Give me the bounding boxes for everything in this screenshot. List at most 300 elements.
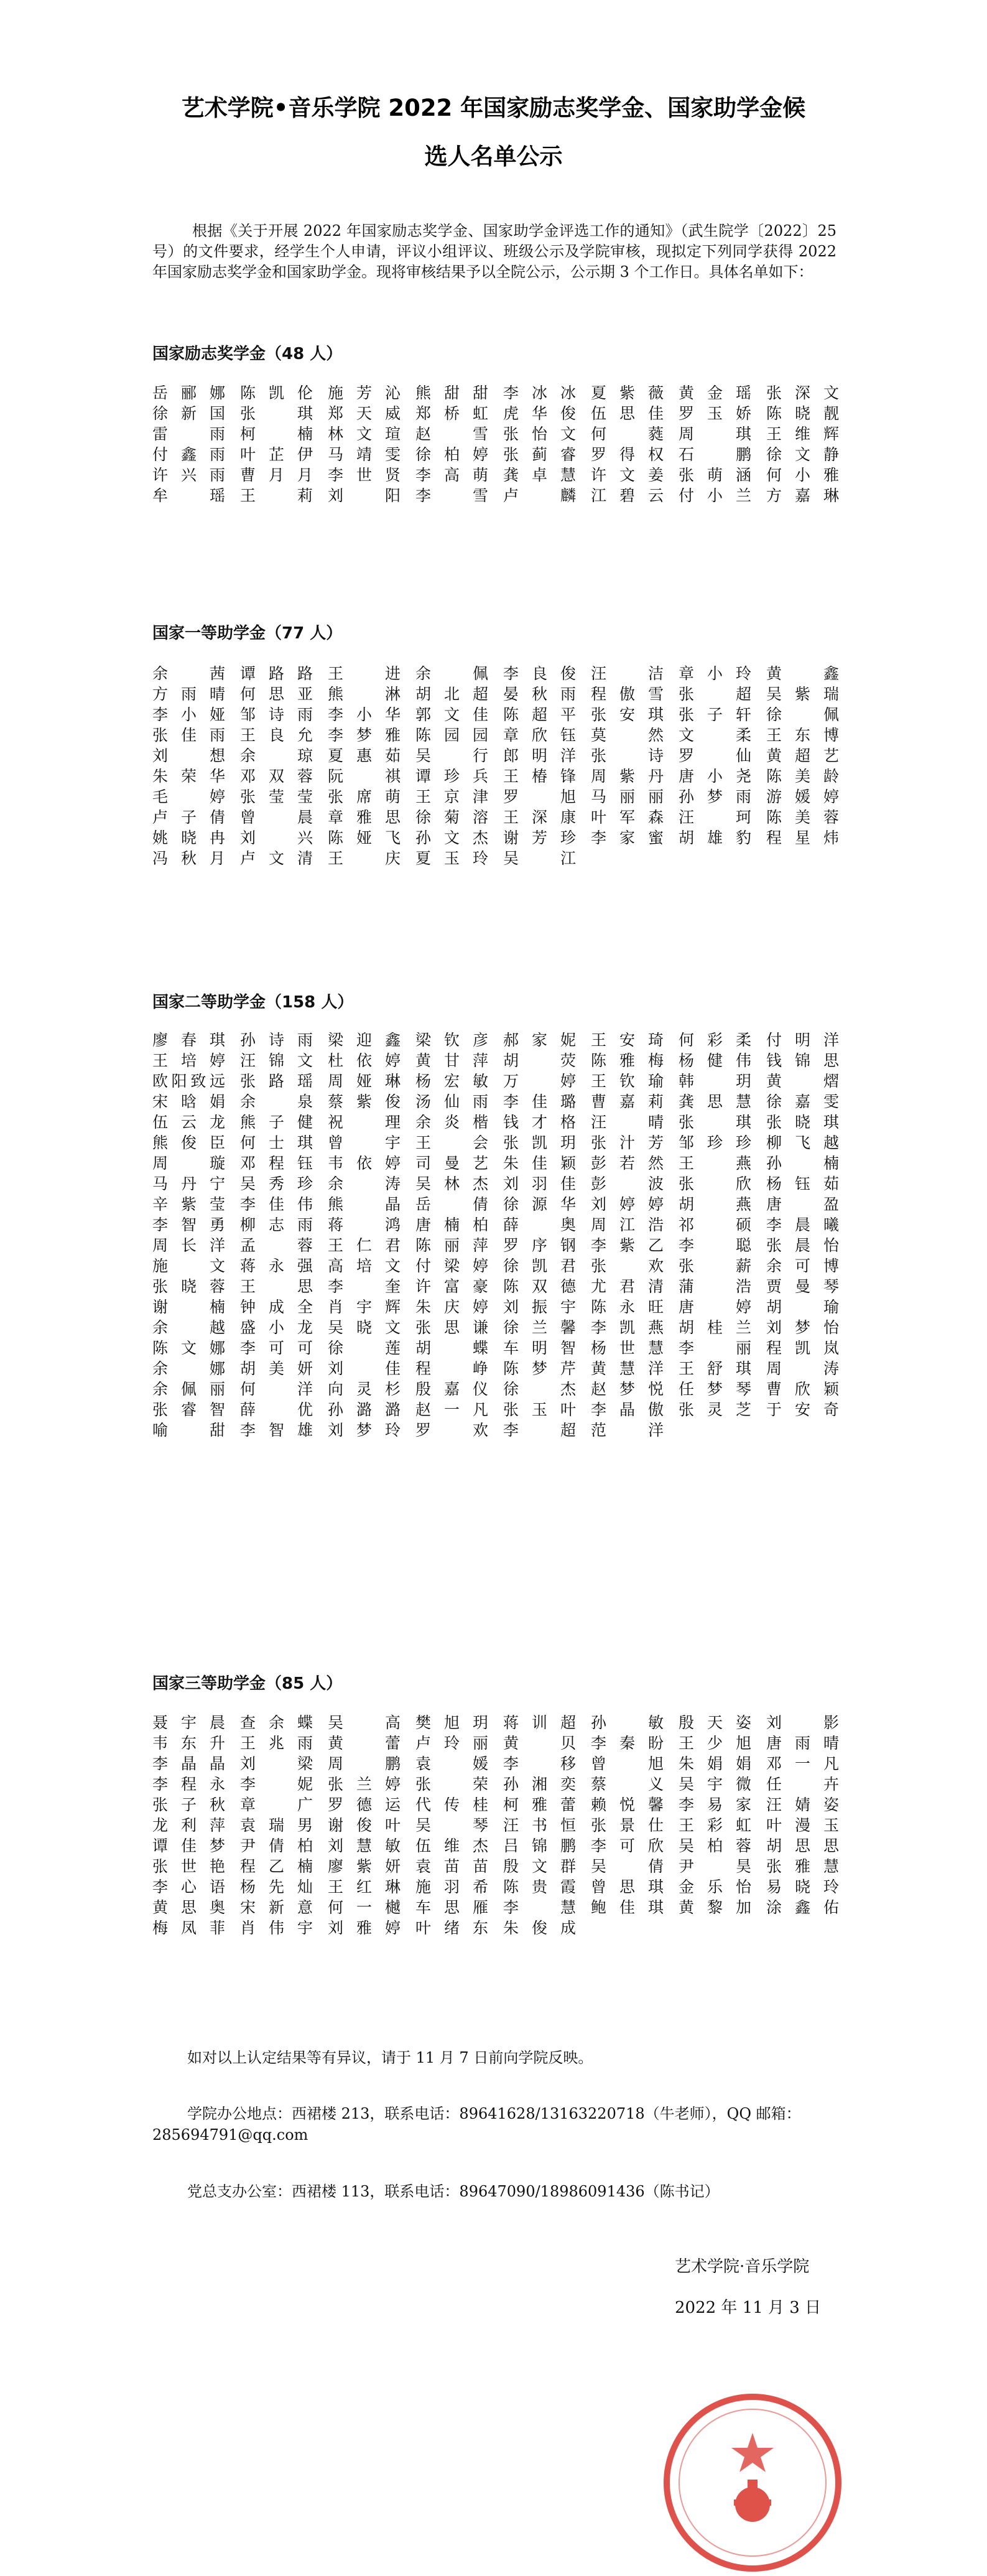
student-name: 余佩丽 — [152, 1380, 225, 1398]
student-name: 王安琦 — [591, 1031, 664, 1049]
student-name: 徐 杰 — [503, 1380, 576, 1398]
student-name: 熊子健 — [240, 1113, 313, 1131]
student-name: 彭若然 — [591, 1154, 664, 1172]
student-name: 何一樾 — [328, 1898, 401, 1916]
student-name: 殷文群 — [503, 1857, 576, 1875]
name-row — [152, 1215, 855, 1235]
student-name: 程星炜 — [766, 829, 839, 847]
student-name: 林文瑄 — [328, 425, 401, 443]
student-name: 叶军森 — [591, 808, 664, 826]
student-name: 李程永 — [152, 1775, 225, 1793]
student-name: 黄思奥 — [152, 1898, 225, 1916]
student-name: 宋新意 — [240, 1898, 313, 1916]
page-title-line-1: 艺术学院•音乐学院 2022 年国家励志奖学金、国家助学金候 — [181, 95, 806, 121]
student-name: 熊俊臣 — [152, 1134, 225, 1152]
student-name: 晏秋雨 — [503, 685, 576, 703]
student-name: 李智雄 — [240, 1421, 313, 1439]
student-name: 唐 盈 — [766, 1195, 839, 1213]
student-name: 程乙楠 — [240, 1857, 313, 1875]
student-name: 李 雪 — [415, 487, 488, 505]
student-name: 程凯岚 — [766, 1339, 839, 1357]
name-row — [152, 807, 855, 828]
section-heading-second-class: 国家二等助学金（158 人） — [152, 993, 354, 1012]
student-name: 李易家 — [679, 1796, 751, 1814]
student-name: 郑天威 — [328, 404, 401, 422]
student-name: 唐 婷 — [679, 1298, 751, 1316]
student-name: 吴 江 — [503, 849, 576, 867]
student-name — [591, 848, 679, 869]
student-name: 李 奎 — [328, 1277, 401, 1295]
student-name: 何士琪 — [240, 1134, 313, 1152]
student-name: 余 佩 — [415, 665, 488, 683]
name-row — [152, 1256, 855, 1276]
student-name: 胡桂兰 — [679, 1318, 751, 1337]
student-name: 张晨怡 — [766, 1236, 839, 1254]
student-name: 余 琼 — [240, 747, 313, 765]
name-row — [152, 1235, 855, 1256]
student-name: 罗 欢 — [415, 1421, 488, 1439]
student-name: 张思谦 — [415, 1318, 488, 1337]
student-name: 杨先灿 — [240, 1878, 313, 1896]
student-name: 谢俊叶 — [328, 1816, 401, 1834]
student-name: 程傲雪 — [591, 685, 664, 703]
student-name: 盛小龙 — [240, 1318, 313, 1337]
student-name: 罗 仙 — [679, 747, 751, 765]
student-name: 张世艳 — [152, 1857, 225, 1875]
student-name: 李心语 — [152, 1878, 225, 1896]
student-name: 张睿智 — [152, 1401, 225, 1419]
student-name: 孙潞潞 — [328, 1401, 401, 1419]
student-name: 刘羽佳 — [503, 1175, 576, 1193]
student-name: 张灵芝 — [679, 1401, 751, 1419]
student-name: 汪 晴 — [591, 1113, 664, 1131]
student-name — [679, 848, 766, 869]
student-name: 郑桥虹 — [415, 404, 488, 422]
student-name: 余 茜 — [152, 665, 225, 683]
student-name: 孙湘奕 — [503, 1775, 576, 1793]
student-name: 廖春琪 — [152, 1031, 225, 1049]
student-name: 谭佳梦 — [152, 1837, 225, 1855]
student-name: 卢玲丽 — [415, 1734, 488, 1752]
student-name: 吴 琴 — [415, 1816, 488, 1834]
student-name: 程 峥 — [415, 1360, 488, 1378]
student-name: 彭 波 — [591, 1175, 664, 1193]
student-name: 王维辉 — [766, 425, 839, 443]
student-name: 叶芷伊 — [240, 446, 313, 464]
student-name: 周江浩 — [591, 1216, 664, 1234]
student-name: 方嘉琳 — [766, 487, 839, 505]
student-name: 王良允 — [240, 726, 313, 744]
student-name: 游媛婷 — [766, 788, 839, 806]
student-name: 肖宇辉 — [328, 1298, 401, 1316]
student-name: 薛 奥 — [503, 1216, 576, 1234]
student-name: 吴晓文 — [328, 1318, 401, 1337]
student-name: 吴宇微 — [679, 1775, 751, 1793]
name-row — [152, 766, 855, 786]
student-name: 周娅琳 — [328, 1072, 401, 1090]
student-name: 唐楠柏 — [415, 1216, 488, 1234]
student-name: 王 思 — [240, 1277, 313, 1295]
student-name: 张晓琪 — [766, 1113, 839, 1131]
name-row — [152, 1050, 855, 1071]
student-name: 胡思思 — [766, 1837, 839, 1855]
page-title-line-2: 选人名单公示 — [424, 143, 563, 170]
student-name: 徐新国 — [152, 404, 225, 422]
student-name: 叶绪东 — [415, 1919, 488, 1937]
name-row — [152, 828, 855, 848]
student-name: 陈雅梅 — [591, 1052, 664, 1070]
student-name: 张 琪 — [240, 404, 313, 422]
student-name: 杨宏敏 — [415, 1072, 488, 1090]
student-name: 李秦盼 — [591, 1734, 664, 1752]
student-name: 蒋 鸿 — [328, 1216, 401, 1234]
student-name: 何小雅 — [766, 466, 839, 484]
student-name: 李晶晶 — [152, 1755, 225, 1773]
name-row — [152, 684, 855, 704]
student-name: 李小华 — [328, 706, 401, 724]
name-row — [152, 1836, 855, 1856]
student-name: 虎华俊 — [503, 404, 576, 422]
student-name: 刘雅婷 — [328, 1919, 401, 1937]
student-name: 袁 媛 — [415, 1755, 488, 1773]
student-name — [679, 1420, 766, 1440]
student-name: 熊 晶 — [328, 1195, 401, 1213]
student-name: 李梦雅 — [328, 726, 401, 744]
student-name: 张怡文 — [503, 425, 576, 443]
student-name: 李 超 — [503, 1421, 576, 1439]
student-name: 熊甜甜 — [415, 384, 488, 402]
student-name: 刘慧敏 — [328, 1837, 401, 1855]
student-name: 黄黎加 — [679, 1898, 751, 1916]
student-name: 冯秋月 — [152, 849, 225, 867]
student-name: 蔡紫俊 — [328, 1093, 401, 1111]
student-name: 韦依婷 — [328, 1154, 401, 1172]
student-name: 余 泉 — [240, 1093, 313, 1111]
student-name: 张 超 — [679, 685, 751, 703]
student-name: 汪书恒 — [503, 1816, 576, 1834]
student-name: 孙文杰 — [415, 829, 488, 847]
student-name: 尤君清 — [591, 1277, 664, 1295]
name-row — [152, 465, 855, 485]
student-name: 张雅慧 — [766, 1857, 839, 1875]
student-name: 梁迎鑫 — [328, 1031, 401, 1049]
student-name: 王钦瑜 — [591, 1072, 664, 1090]
student-name: 江碧云 — [591, 487, 664, 505]
student-name: 叶漫玉 — [766, 1816, 839, 1834]
name-row — [152, 1338, 855, 1358]
student-name: 张 琪 — [679, 1113, 751, 1131]
student-name: 王东博 — [766, 726, 839, 744]
student-name: 陈双德 — [503, 1277, 576, 1295]
student-name: 张深文 — [766, 384, 839, 402]
student-name: 万 婷 — [503, 1072, 576, 1090]
student-name: 岳郦娜 — [152, 384, 225, 402]
student-name: 龙利萍 — [152, 1816, 225, 1834]
student-name: 王舒琪 — [679, 1360, 751, 1378]
student-name: 伍维杰 — [415, 1837, 488, 1855]
name-row — [152, 1379, 855, 1399]
student-name: 邹诗雨 — [240, 706, 313, 724]
name-row — [152, 1712, 855, 1733]
name-row — [152, 1153, 855, 1174]
student-name: 黄 熠 — [766, 1072, 839, 1090]
name-row — [152, 1194, 855, 1215]
name-row — [152, 745, 855, 766]
student-name: 赵梦悦 — [591, 1380, 664, 1398]
student-name: 袁苗苗 — [415, 1857, 488, 1875]
student-name: 于安奇 — [766, 1401, 839, 1419]
name-row — [152, 1918, 855, 1938]
student-name: 徐源华 — [503, 1195, 576, 1213]
student-name: 徐凯君 — [503, 1257, 576, 1275]
student-name: 蒲 浩 — [679, 1277, 751, 1295]
name-row — [152, 444, 855, 465]
student-name: 毛 婷 — [152, 788, 225, 806]
name-row — [152, 1132, 855, 1153]
student-name: 汪 珂 — [679, 808, 751, 826]
student-name: 李紫乙 — [591, 1236, 664, 1254]
name-row — [152, 424, 855, 444]
student-name: 阮 祺 — [328, 767, 401, 785]
student-name: 谭路路 — [240, 665, 313, 683]
student-name: 付明洋 — [766, 1031, 839, 1049]
student-name: 杨世慧 — [591, 1339, 664, 1357]
student-name: 黄 蕾 — [328, 1734, 401, 1752]
student-name: 王少旭 — [679, 1734, 751, 1752]
student-name: 蔡 义 — [591, 1775, 664, 1793]
name-row — [152, 1794, 855, 1815]
student-name: 马丹宁 — [152, 1175, 225, 1193]
student-name: 付梁婷 — [415, 1257, 488, 1275]
student-name: 曹嘉莉 — [591, 1093, 664, 1111]
student-name: 徐文静 — [766, 446, 839, 464]
student-name: 许富豪 — [415, 1277, 488, 1295]
student-name: 余炎楷 — [415, 1113, 488, 1131]
student-name: 马靖雯 — [328, 446, 401, 464]
student-name: 朱佳颖 — [503, 1154, 576, 1172]
student-name: 陈梦芹 — [503, 1360, 576, 1378]
name-grid-third-class — [152, 1712, 855, 1938]
student-name: 姚晓冉 — [152, 829, 225, 847]
student-name: 刘梦怡 — [766, 1318, 839, 1337]
official-seal-icon — [659, 2389, 846, 2576]
student-name: 刘 影 — [766, 1714, 839, 1732]
student-name: 李小娅 — [152, 706, 225, 724]
student-name: 胡 燕 — [679, 1195, 751, 1213]
student-name: 殷天姿 — [679, 1714, 751, 1732]
page-title — [93, 84, 894, 181]
student-name: 吴秀珍 — [240, 1175, 313, 1193]
student-name: 王深康 — [503, 808, 576, 826]
student-name: 夏紫薇 — [591, 384, 664, 402]
student-name: 伍思佳 — [591, 404, 664, 422]
student-name: 张 欢 — [591, 1257, 664, 1275]
student-name: 刘婷婷 — [591, 1195, 664, 1213]
student-name: 夏惠茹 — [328, 747, 401, 765]
student-name: 李佳伟 — [240, 1195, 313, 1213]
student-name: 汤仙雨 — [415, 1093, 488, 1111]
name-row — [152, 786, 855, 807]
student-name: 孙 楠 — [766, 1154, 839, 1172]
student-name: 吴林杰 — [415, 1175, 488, 1193]
student-name: 张席萌 — [328, 788, 401, 806]
student-name — [766, 1918, 854, 1938]
student-name: 柯 楠 — [240, 425, 313, 443]
student-name — [679, 1918, 766, 1938]
student-name: 周 鹏 — [328, 1755, 401, 1773]
student-name: 付小兰 — [679, 487, 751, 505]
student-name: 黄甘萍 — [415, 1052, 488, 1070]
student-name: 李可可 — [240, 1339, 313, 1357]
student-name: 马丽丽 — [591, 788, 664, 806]
name-row — [152, 1174, 855, 1194]
student-name: 李 妮 — [240, 1775, 313, 1793]
name-row — [152, 848, 855, 869]
student-name: 曹月月 — [240, 466, 313, 484]
student-name: 鲍佳琪 — [591, 1898, 664, 1916]
student-name: 张萌涵 — [679, 466, 751, 484]
student-name: 伍云龙 — [152, 1113, 225, 1131]
student-name: 李佳璐 — [503, 1093, 576, 1111]
student-name: 陈娅飞 — [328, 829, 401, 847]
student-name: 张玉叶 — [503, 1401, 576, 1419]
student-name: 张景仕 — [591, 1816, 664, 1834]
student-name: 付鑫雨 — [152, 446, 225, 464]
student-name: 车明智 — [503, 1339, 576, 1357]
student-name: 郎明洋 — [503, 747, 576, 765]
student-name: 李智勇 — [152, 1216, 225, 1234]
student-name: 吴 倩 — [591, 1857, 664, 1875]
name-row — [152, 1317, 855, 1338]
student-name: 徐 莲 — [328, 1339, 401, 1357]
student-name: 黄 贝 — [503, 1734, 576, 1752]
student-name: 金乐怡 — [679, 1878, 751, 1896]
student-name: 胡 蝶 — [415, 1339, 488, 1357]
student-name: 余 娜 — [152, 1360, 225, 1378]
student-name: 黄慧洋 — [591, 1360, 664, 1378]
name-row — [152, 663, 855, 684]
student-name: 王 莉 — [240, 487, 313, 505]
student-name: 胡 荧 — [503, 1052, 576, 1070]
student-name: 邓双蓉 — [240, 767, 313, 785]
student-name: 范 洋 — [591, 1421, 664, 1439]
student-name: 徐菊溶 — [415, 808, 488, 826]
name-row — [152, 1358, 855, 1379]
student-name: 梁钦彦 — [415, 1031, 488, 1049]
student-name: 何思亚 — [240, 685, 313, 703]
name-row — [152, 1877, 855, 1897]
intro-paragraph: 根据《关于开展 2022 年国家励志奖学金、国家助学金评选工作的通知》（武生院学〔2022〕25 号）的文件要求，经学生个人申请，评议小组评议、班级公示及学院审核，现拟定下列同学获得 2022 年国家励志奖学金和国家助学金。现将审核结果予以全院公示，公示期 3 个工作日。具体名单如下： — [152, 222, 836, 281]
student-name: 喻 甜 — [152, 1421, 225, 1439]
student-name: 张 欣 — [679, 1175, 751, 1193]
name-grid-first-class — [152, 663, 855, 869]
student-name: 黄超艺 — [766, 747, 839, 765]
student-name: 曾思琪 — [591, 1878, 664, 1896]
name-row — [152, 1897, 855, 1918]
student-name: 任梦琴 — [679, 1380, 751, 1398]
student-name: 陈美蓉 — [766, 808, 839, 826]
student-name: 章雅思 — [328, 808, 401, 826]
student-name: 赵 雪 — [415, 425, 488, 443]
student-name: 张蓟睿 — [503, 446, 576, 464]
student-name — [591, 1918, 679, 1938]
student-name: 易晓玲 — [766, 1878, 839, 1896]
student-name: 邓程钰 — [240, 1154, 313, 1172]
student-name: 王彩虹 — [679, 1816, 751, 1834]
student-name: 邹珍珍 — [679, 1134, 751, 1152]
student-name: 胡 瑜 — [766, 1298, 839, 1316]
office-contact: 学院办公地点：西裙楼 213，联系电话：89641628/13163220718（牛老师），QQ 邮箱：285694791@qq.com — [152, 2105, 801, 2144]
student-name: 王 会 — [415, 1134, 488, 1152]
student-name: 卢文清 — [240, 849, 313, 867]
student-name: 张汁芳 — [591, 1134, 664, 1152]
name-row — [152, 725, 855, 745]
student-name: 张晓蓉 — [152, 1277, 225, 1295]
student-name: 张子轩 — [679, 706, 751, 724]
student-name: 向灵杉 — [328, 1380, 401, 1398]
student-name: 陈凯伦 — [240, 384, 313, 402]
student-name: 柯雅蕾 — [503, 1796, 576, 1814]
student-name: 谢 楠 — [152, 1298, 225, 1316]
student-name: 柳飞越 — [766, 1134, 839, 1152]
student-name: 曾 晨 — [240, 808, 313, 826]
name-row — [152, 1071, 855, 1091]
student-name: 欧阳致远 — [152, 1072, 225, 1090]
student-name: 陈园园 — [415, 726, 488, 744]
name-row — [152, 1815, 855, 1836]
name-row — [152, 1112, 855, 1132]
student-name: 高培文 — [328, 1257, 401, 1275]
student-name: 刘 佳 — [328, 1360, 401, 1378]
student-name: 张佳雨 — [152, 726, 225, 744]
student-name: 钟成全 — [240, 1298, 313, 1316]
student-name: 李世贤 — [328, 466, 401, 484]
student-name: 李晶傲 — [591, 1401, 664, 1419]
student-name: 罗 旭 — [503, 788, 576, 806]
student-name: 刘梦玲 — [328, 1421, 401, 1439]
signature-org: 艺术学院·音乐学院 — [675, 2257, 810, 2276]
student-name: 张兰婷 — [328, 1775, 401, 1793]
student-name: 周 涛 — [766, 1360, 839, 1378]
student-name: 张路瑶 — [240, 1072, 313, 1090]
name-row — [152, 1399, 855, 1420]
name-row — [152, 403, 855, 424]
student-name — [766, 848, 854, 869]
name-row — [152, 1420, 855, 1440]
student-name: 宋晗娟 — [152, 1093, 225, 1111]
name-row — [152, 485, 855, 506]
student-name: 章小玲 — [679, 665, 751, 683]
student-name: 陈文娜 — [152, 1339, 225, 1357]
student-name: 唐小尧 — [679, 767, 751, 785]
student-name: 孙梦雨 — [679, 788, 751, 806]
student-name: 李 丽 — [679, 1339, 751, 1357]
student-name: 徐柏婷 — [415, 446, 488, 464]
student-name: 尹倩柏 — [240, 1837, 313, 1855]
student-name: 王椿锋 — [503, 767, 576, 785]
student-name: 施羽希 — [415, 1878, 488, 1896]
section-heading-first-class: 国家一等助学金（77 人） — [152, 624, 343, 643]
student-name: 梅凤菲 — [152, 1919, 225, 1937]
student-name: 蒋训超 — [503, 1714, 576, 1732]
student-name: 牟 瑶 — [152, 487, 225, 505]
student-name: 张莹莹 — [240, 788, 313, 806]
student-name: 王 进 — [328, 665, 401, 683]
student-name: 薛 优 — [240, 1401, 313, 1419]
student-name: 王兆雨 — [240, 1734, 313, 1752]
student-name: 罗得权 — [591, 446, 664, 464]
student-name: 王仁君 — [328, 1236, 401, 1254]
